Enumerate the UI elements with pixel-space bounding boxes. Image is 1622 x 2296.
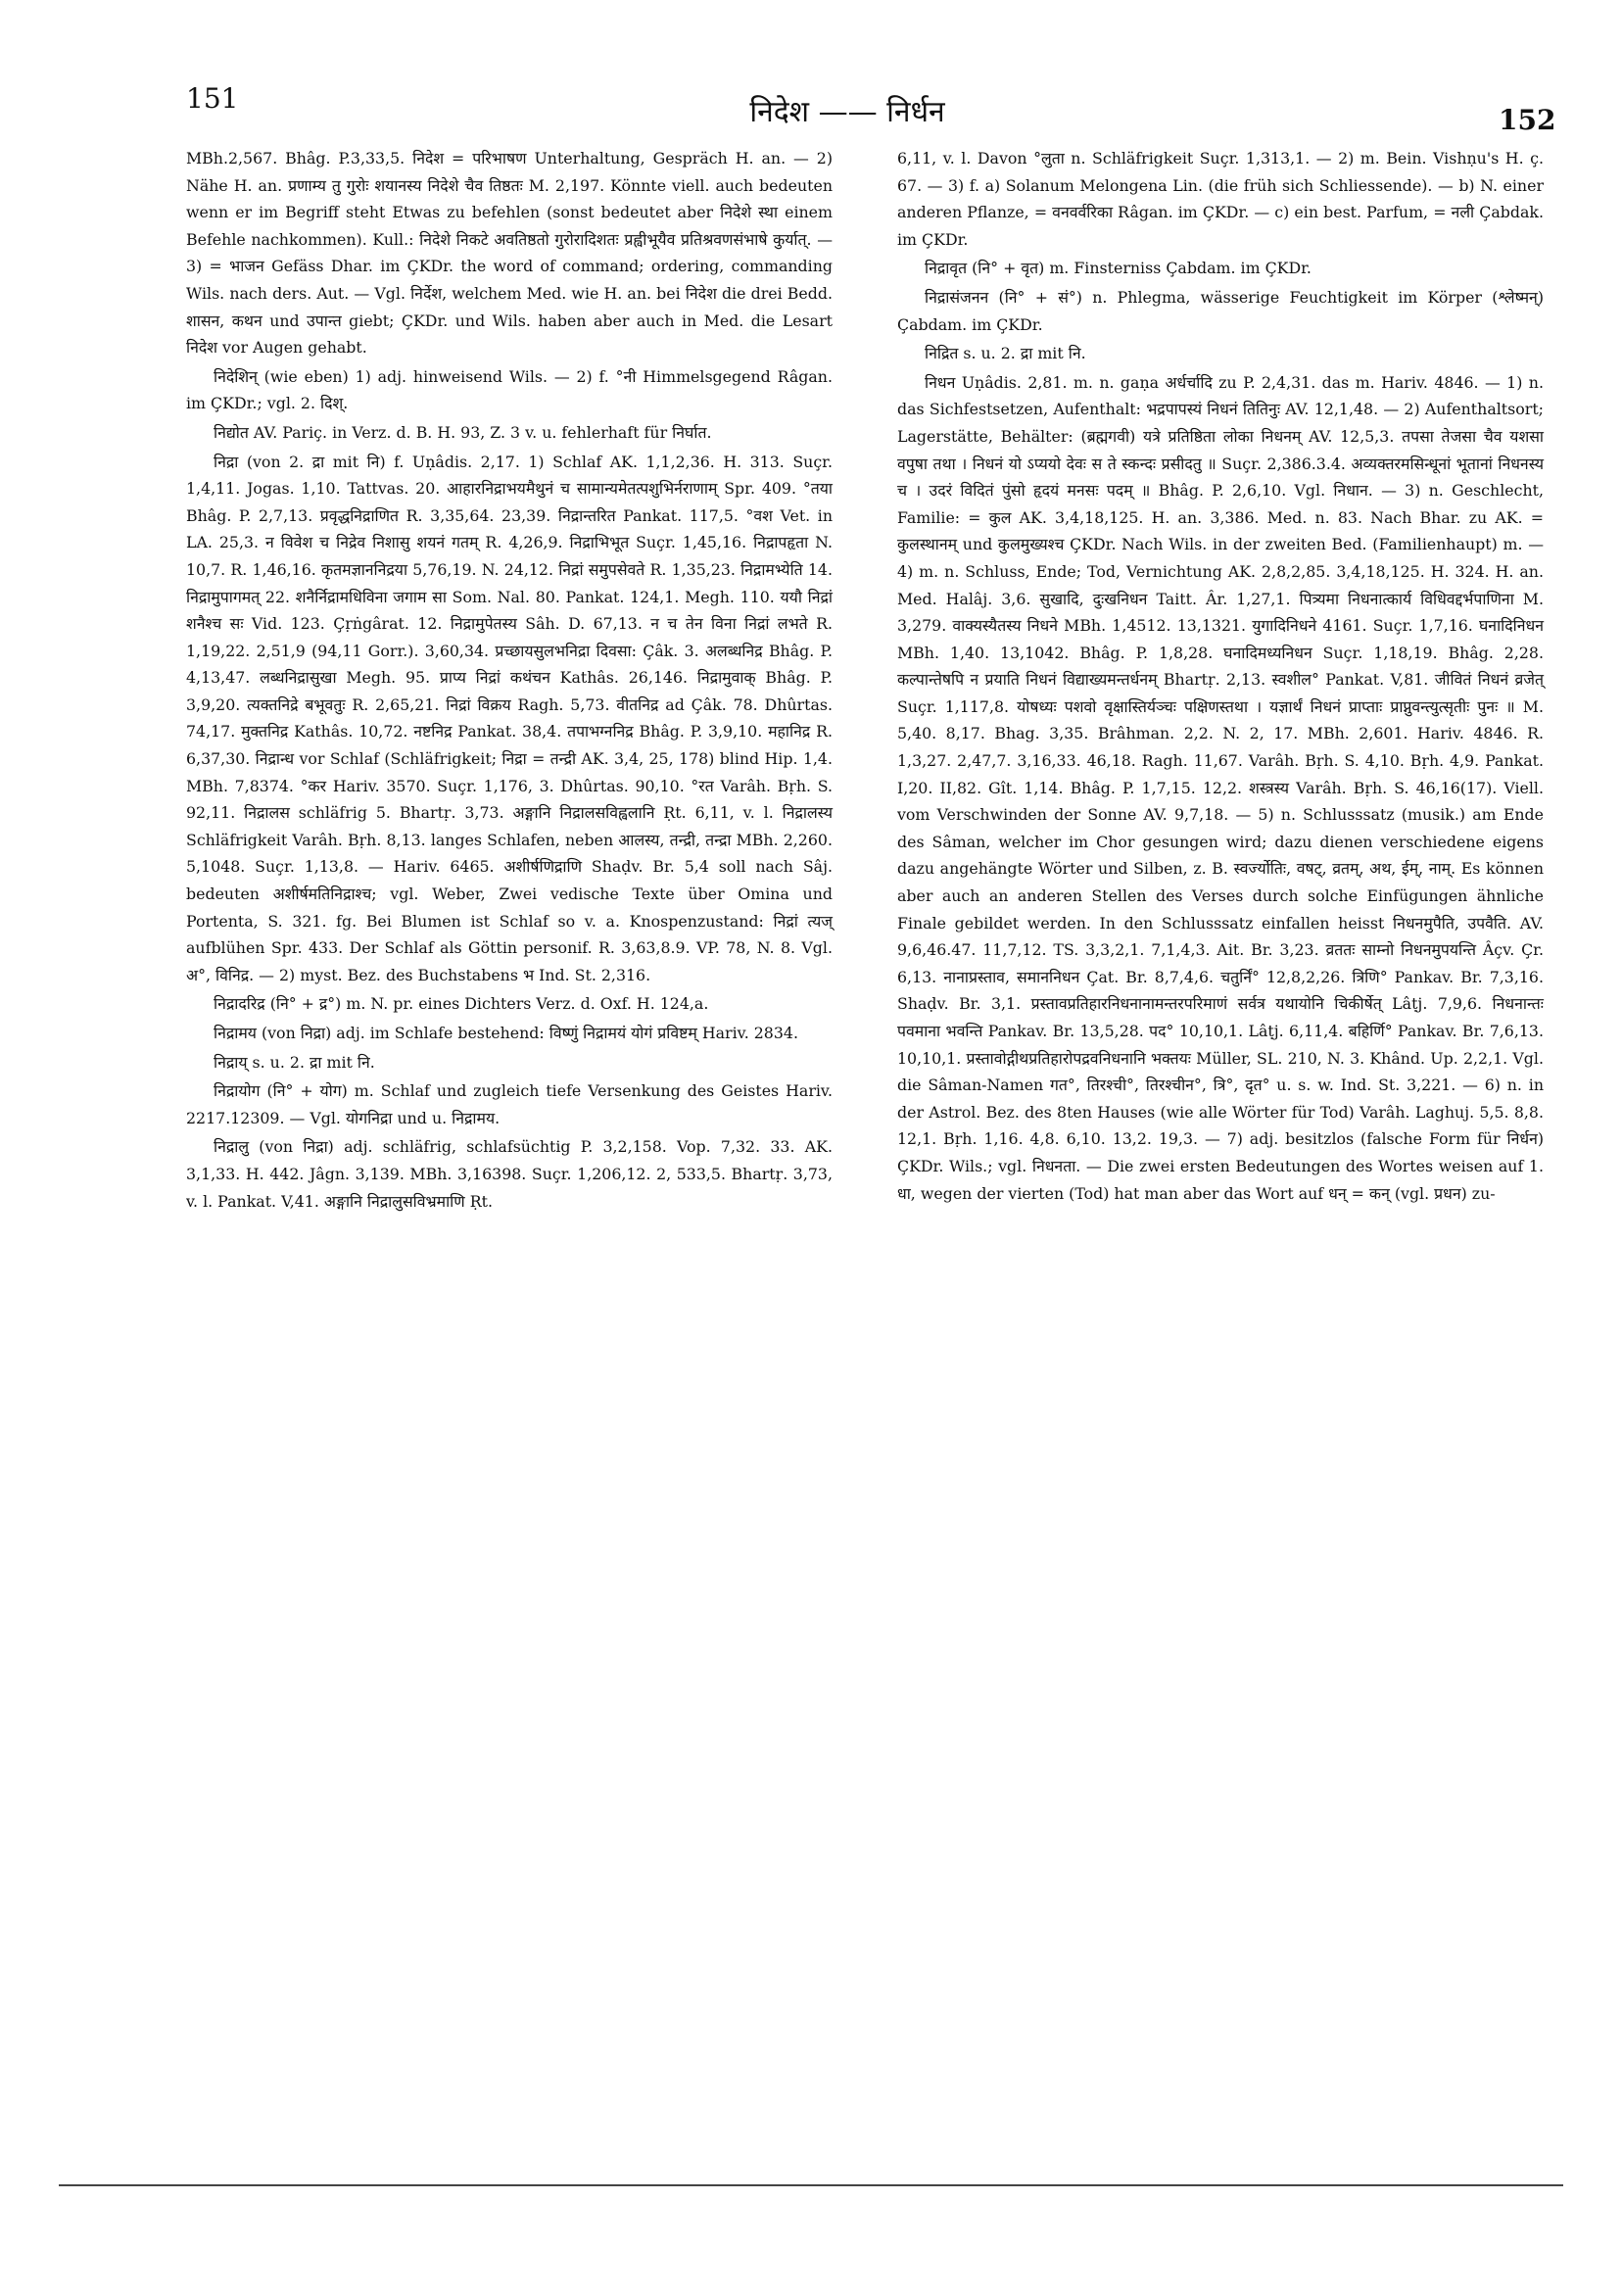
dictionary-entry: निद्रा (von 2. द्रा mit नि) f. Uṇâdis. 2,17. 1) Schlaf AK. 1,1,2,36. H. 313. Suçr. 1,4,11. Jogas. 1,10. Tattvas. 20. आहारनिद्राभयमैथुनं च सामान्यमेतत्पशुभिर्नराणाम् Spr. 409. °तया Bhâg. P. 2,7,13. प्रवृद्धनिद्राणित R. 3,35,64. 23,39. निद्रान्तरित Pankat. 117,5. °वश Vet. in LA. 25,3. न विवेश च निद्रेव निशासु शयनं गतम् R. 4,26,9. निद्राभिभूत Suçr. 1,45,16. निद्रापहृता N. 10,7. R. 1,46,16. कृतमज्ञाननिद्रया 5,76,19. N. 24,12. निद्रां समुपसेवते R. 1,35,23. निद्रामभ्येति 14. निद्रामुपागमत् 22. शनैर्निद्रामधिविना जगाम सा Som. Nal. 80. Pankat. 124,1. Megh. 110. ययौ निद्रां शनैश्च सः Vid. 123. Çṛṅgârat. 12. निद्रामुपेतस्य Sâh. D. 67,13. न च तेन विना निद्रां लभते R. 1,19,22. 2,51,9 (94,11 Gorr.). 3,60,34. प्रच्छायसुलभनिद्रा दिवसा: Çâk. 3. अलब्धनिद्र Bhâg. P. 4,13,47. लब्धनिद्रासुखा Megh. 95. प्राप्य निद्रां कथंचन Kathâs. 26,146. निद्रामुवाक् Bhâg. P. 3,9,20. त्यक्तनिद्रे बभूवतुः R. 2,65,21. निद्रां विक्रय Ragh. 5,73. वीतनिद्र ad Çâk. 78. Dhûrtas. 74,17. मुक्तनिद्र Kathâs. 10,72. नष्टनिद्र Pankat. 38,4. तपाभग्ननिद्र Bhâg. P. 3,9,10. महानिद्र R. 6,37,30. निद्रान्ध vor Schlaf (Schläfrigkeit; निद्रा = तन्द्री AK. 3,4, 25, 178) blind Hip. 1,4. MBh. 7,8374. °कर Hariv. 3570. Suçr. 1,176, 3. Dhûrtas. 90,10. °रत Varâh. Bṛh. S. 92,11. निद्रालस schläfrig 5. Bhartṛ. 3,73. अङ्गानि निद्रालसविह्वलानि Ṛt. 6,11, v. l. निद्रालस्य Schläfrigkeit Varâh. Bṛh. 8,13. langes Schlafen, neben आलस्य, तन्द्री, तन्द्रा MBh. 2,260. 5,1048. Suçr. 1,13,8. — Hariv. 6465. अशीर्षणिद्राणि Shaḍv. Br. 5,4 soll nach Sâj. bedeuten अशीर्षमतिनिद्राश्च; vgl. Weber, Zwei vedische Texte über Omina und Portenta, S. 321. fg. Bei Blumen ist Schlaf so v. a. Knospenzustand: निद्रां त्यज् aufblühen Spr. 433. Der Schlaf als Göttin personif. R. 3,63,8.9. VP. 78, N. 8. Vgl. अ°, विनिद्र. — 2) myst. Bez. des Buchstabens भ Ind. St. 2,316. — [186, 452, 833, 984]
dictionary-entry: निद्योत AV. Pariç. in Verz. d. B. H. 93, Z. 3 v. u. fehlerhaft für निर्घात. — [214, 422, 712, 442]
running-title: निदेश —— निर्धन — [749, 95, 945, 129]
dictionary-entry: निद्रासंजनन (नि° + सं°) n. Phlegma, wässerige Feuchtigkeit im Körper (श्लेष्मन्) Çabdam. im ÇKDr. — [897, 287, 1544, 334]
left-column — [186, 145, 833, 1217]
dictionary-entry: निद्रावृत (नि° + वृत) m. Finsterniss Çabdam. im ÇKDr. — [925, 259, 1312, 278]
dictionary-entry: निधन Uṇâdis. 2,81. m. n. gaṇa अर्धर्चादि zu P. 2,4,31. das m. Hariv. 4846. — 1) n. das Sichfestsetzen, Aufenthalt: भद्रपापस्यं निधनं तितिनुः AV. 12,1,48. — 2) Aufenthaltsort; Lagerstätte, Behälter: (ब्रह्मगवी) यत्रे प्रतिष्ठिता लोका निधनम् AV. 12,5,3. तपसा तेजसा चैव यशसा वपुषा तथा । निधनं यो ऽप्ययो देवः स ते स्कन्दः प्रसीदतु ॥ Suçr. 2,386.3.4. अव्यक्तरमसिन्धूनां भूतानां निधनस्य च । उदरं विदितं पुंसो हृदयं मनसः पदम् ॥ Bhâg. P. 2,6,10. Vgl. निधान. — 3) n. Geschlecht, Familie: = कुल AK. 3,4,18,125. H. an. 3,386. Med. n. 83. Nach Bhar. zu AK. = कुलस्थानम् und कुलमुख्यश्च ÇKDr. Nach Wils. in der zweiten Bed. (Familienhaupt) m. — 4) m. n. Schluss, Ende; Tod, Vernichtung AK. 2,8,2,85. 3,4,18,125. H. 324. H. an. Med. Halâj. 3,6. सुखादि, दुःखनिधन Taitt. Âr. 1,27,1. पित्र्यमा निधनात्कार्य विधिवद्दर्भपाणिना M. 3,279. वाक्यस्यैतस्य निधने MBh. 1,4512. 13,1321. युगादिनिधने 4161. Suçr. 1,7,16. घनादिनिधन MBh. 1,40. 13,1042. Bhâg. P. 1,8,28. घनादिमध्यनिधन Suçr. 1,18,19. Bhâg. 2,28. कल्पान्तेषपि न प्रयाति निधनं विद्याख्यमन्तर्धनम् Bhartṛ. 2,13. स्वशील° Pankat. V,81. जीवितं निधनं व्रजेत् Suçr. 1,117,8. योषध्यः पशवो वृक्षास्तिर्यञ्चः पक्षिणस्तथा । यज्ञार्थं निधनं प्राप्ताः प्राप्नुवन्त्युत्सृतीः पुनः ॥ M. 5,40. 8,17. Bhag. 3,35. Brâhman. 2,2. N. 2, 17. MBh. 2,601. Hariv. 4846. R. 1,3,27. 2,47,7. 3,16,33. 46,18. Ragh. 11,67. Varâh. Bṛh. S. 4,10. Bṛh. 4,9. Pankat. I,20. II,82. Gît. 1,14. Bhâg. P. 1,7,15. 12,2. शस्त्रस्य Varâh. Bṛh. S. 46,16(17). Viell. vom Verschwinden der Sonne AV. 9,7,18. — 5) n. Schlusssatz (musik.) am Ende des Sâman, welcher im Chor gesungen wird; dazu dienen verschiedene eigens dazu angehängte Wörter und Silben, z. B. स्वर्ज्योतिः, वषट्, व्रतम्, अथ, ईम्, नाम्. Es können aber auch an anderen Stellen des Verses durch solche Einfügungen ähnliche Finale gebildet werden. In den Schlusssatz einfallen heisst निधनमुपैति, उपवैति. AV. 9,6,46.47. 11,7,12. TS. 3,3,2,1. 7,1,4,3. Ait. Br. 3,23. व्रततः साम्नो निधनमुपयन्ति Âçv. Çr. 6,13. नानाप्रस्ताव, समाननिधन Çat. Br. 8,7,4,6. चतुर्निं° 12,8,2,26. त्रिणि° Pankav. Br. 7,3,16. Shaḍv. Br. 3,1. प्रस्तावप्रतिहारनिधनानामन्तरपरिमाणं सर्वत्र यथायोनि चिकीर्षेत् Lâṭj. 7,9,6. निधनान्तः पवमाना भवन्ति Pankav. Br. 13,5,28. पद° 10,10,1. Lâṭj. 6,11,4. बहिर्णि° Pankav. Br. 7,6,13. 10,10,1. प्रस्तावोद्गीथप्रतिहारोपद्रवनिधनानि भक्तयः Müller, SL. 210, N. 3. Khând. Up. 2,2,1. Vgl. die Sâman-Namen गत°, तिरश्ची°, तिरश्चीन°, त्रि°, दृत° u. s. w. Ind. St. 3,221. — 6) n. in der Astrol. Bez. des 8ten Hauses (wie alle Wörter für Tod) Varâh. Laghuj. 5,5. 8,8. 12,1. Bṛh. 1,16. 4,8. 6,10. 13,2. 19,3. — 7) adj. besitzlos (falsche Form für निर्धन) ÇKDr. Wils.; vgl. निधनता. — Die zwei ersten Bedeutungen des Wortes weisen auf 1. धा, wegen der vierten (Tod) hat man aber das Wort auf धन् = कन् (vgl. प्रधन) zu- — [897, 372, 1544, 1203]
dictionary-entry: निद्रायोग (नि° + योग) m. Schlaf und zugleich tiefe Versenkung des Geistes Hariv. 2217.12309. — Vgl. योगनिद्रा und u. निद्रामय. — [186, 1081, 833, 1127]
page-number-left: 151 — [186, 82, 239, 115]
dictionary-entry: निदेशिन् (wie eben) 1) adj. hinweisend Wils. — 2) f. °नी Himmelsgegend Râgan. im ÇKDr.; vgl. 2. दिश्. — [186, 366, 833, 413]
entry-continuation: MBh.2,567. Bhâg. P.3,33,5. निदेश = परिभाषण Unterhaltung, Gespräch H. an. — 2) Nähe H. an. प्रणाम्य तु गुरोः शयानस्य निदेशे चैव तिष्ठतः M. 2,197. Könnte viell. auch bedeuten wenn er im Begriff steht Etwas zu befehlen (sonst bedeutet aber निदेशे स्था einem Befehle nachkommen). Kull.: निदेशे निकटे अवतिष्ठतो गुरोरादिशतः प्रह्वीभूयैव प्रतिश्रवणसंभाषे कुर्यात्. — 3) = भाजन Gefäss Dhar. im ÇKDr. the word of command; ordering, commanding Wils. nach ders. Aut. — Vgl. निर्देश, welchem Med. wie H. an. bei निदेश die drei Bedd. शासन, कथन und उपान्त giebt; ÇKDr. und Wils. haben aber auch in Med. die Lesart निदेश vor Augen gehabt. — [186, 149, 833, 358]
dictionary-entry: निद्रादरिद्र (नि° + द्र°) m. N. pr. eines Dichters Verz. d. Oxf. H. 124,a. — [214, 994, 709, 1014]
dictionary-entry: निद्रालु (von निद्रा) adj. schläfrig, schlafsüchtig P. 3,2,158. Vop. 7,32. 33. AK. 3,1,33. H. 442. Jâgn. 3,139. MBh. 3,16398. Suçr. 1,206,12. 2, 533,5. Bhartṛ. 3,73, v. l. Pankat. V,41. अङ्गानि निद्रालुसविभ्रमाणि Ṛt. — [186, 1137, 833, 1211]
footer-rule — [59, 2184, 1563, 2186]
dictionary-entry: निद्राय् s. u. 2. द्रा mit नि. — [214, 1052, 375, 1072]
entry-continuation: 6,11, v. l. Davon °लुता n. Schläfrigkeit Suçr. 1,313,1. — 2) m. Bein. Vishṇu's H. ç. 67. — 3) f. a) Solanum Melongena Lin. (die früh sich Schliessende). — b) N. einer anderen Pflanze, = वनवर्वरिका Râgan. im ÇKDr. — c) ein best. Parfum, = नली Çabdak. im ÇKDr. — [897, 149, 1544, 249]
dictionary-entry: निद्रित s. u. 2. द्रा mit नि. — [925, 344, 1086, 363]
right-column — [897, 145, 1544, 1209]
dictionary-entry: निद्रामय (von निद्रा) adj. im Schlafe bestehend: विष्णुं निद्रामयं योगं प्रविष्टम् Hariv. 2834. — [214, 1024, 798, 1042]
page-number-right: 152 — [1499, 104, 1556, 136]
page-header — [0, 0, 1622, 147]
